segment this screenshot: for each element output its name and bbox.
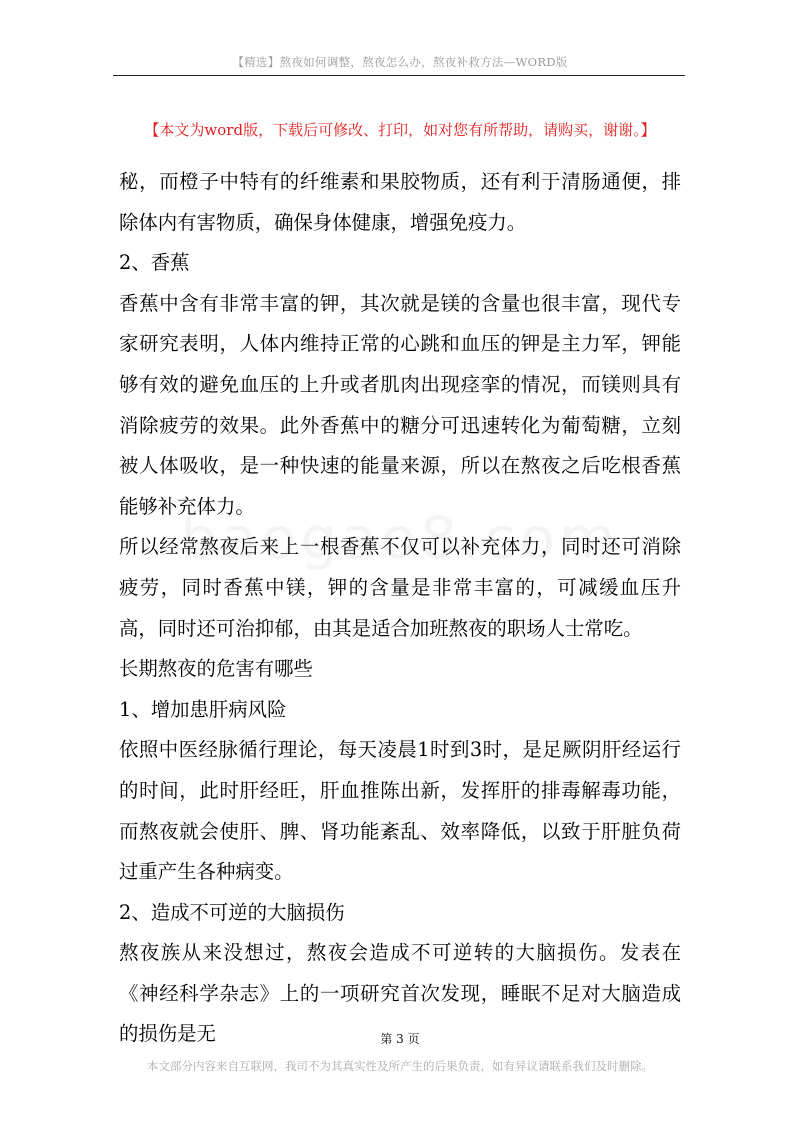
heading-brain-damage: 2、造成不可逆的大脑损伤 (119, 900, 345, 924)
purchase-notice: 【本文为word版，下载后可修改、打印，如对您有所帮助，请购买，谢谢。】 (144, 121, 656, 139)
paragraph-banana-benefits: 所以经常熬夜后来上一根香蕉不仅可以补充体力，同时还可消除疲劳，同时香蕉中镁，钾的含量是非常丰富的，可减缓血压升高，同时还可治抑郁，由其是适合加班熬夜的职场人士常吃。 (119, 535, 681, 640)
paragraph-orange-continued: 秘，而橙子中特有的纤维素和果胶物质，还有利于清肠通便，排除体内有害物质，确保身体健康，增强免疫力。 (119, 170, 681, 234)
header-divider (113, 75, 685, 76)
paragraph-banana-nutrients: 香蕉中含有非常丰富的钾，其次就是镁的含量也很丰富，现代专家研究表明，人体内维持正常的心跳和血压的钾是主力军，钾能够有效的避免血压的上升或者肌肉出现痉挛的情况，而镁则具有消除疲劳的效果。此外香蕉中的糖分可迅速转化为葡萄糖，立刻被人体吸收，是一种快速的能量来源，所以在熬夜之后吃根香蕉能够补充体力。 (119, 291, 681, 518)
heading-liver-risk: 1、增加患肝病风险 (119, 697, 287, 721)
page-header-title: 【精选】熬夜如何调整，熬夜怎么办，熬夜补救方法—WORD版 (232, 55, 568, 69)
document-body (119, 162, 681, 1055)
paragraph-liver-risk: 依照中医经脉循行理论，每天凌晨1时到3时，是足厥阴肝经运行的时间，此时肝经旺，肝血推陈出新，发挥肝的排毒解毒功能，而熬夜就会使肝、脾、肾功能紊乱、效率降低，以致于肝脏负荷过重产生各种病变。 (119, 738, 681, 884)
footer-disclaimer: 本文部分内容来自互联网，我司不为其真实性及所产生的后果负责，如有异议请联系我们及时删除。 (147, 1059, 653, 1073)
heading-banana: 2、香蕉 (119, 251, 190, 275)
heading-harms: 长期熬夜的危害有哪些 (119, 657, 313, 681)
paragraph-brain-damage: 熬夜族从来没想过，熬夜会造成不可逆转的大脑损伤。发表在《神经科学杂志》上的一项研究首次发现，睡眠不足对大脑造成的损伤是无 (119, 941, 681, 1046)
page-number: 第 3 页 (380, 1032, 420, 1046)
